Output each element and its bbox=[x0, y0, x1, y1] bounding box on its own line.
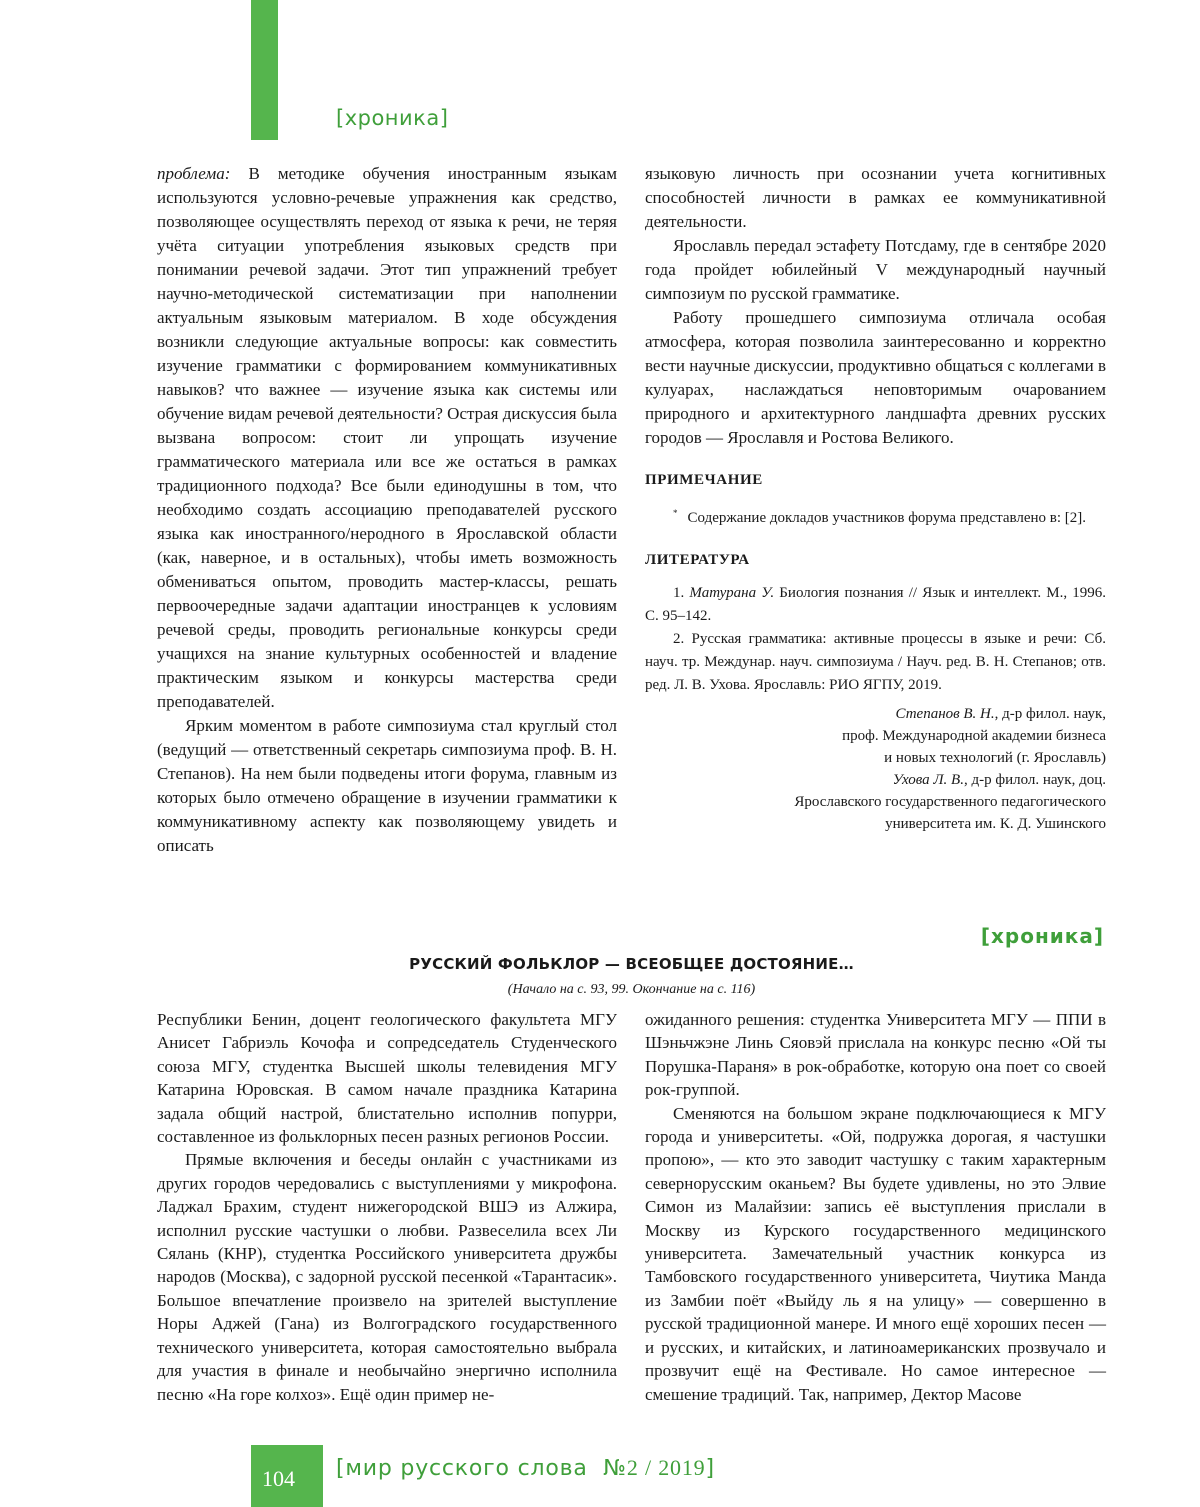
issue-prefix: № bbox=[603, 1456, 627, 1481]
note bbox=[645, 502, 1106, 530]
literature-item: 1. Матурана У. Биология познания // Язык и интеллект. М., 1996. С. 95–142. bbox=[645, 585, 1106, 624]
paragraph: Ярославль передал эстафету Потсдаму, где в сентябре 2020 года пройдет юбилейный V международный научный симпозиум по русской грамматике. bbox=[645, 236, 1106, 303]
section-label: [хроника] bbox=[336, 106, 449, 130]
footnote-mark: * bbox=[673, 508, 678, 518]
author-name: Степанов В. Н. bbox=[895, 706, 995, 722]
author-affiliation: и новых технологий (г. Ярославль) bbox=[884, 750, 1106, 766]
author-name: Ухова Л. В. bbox=[892, 772, 964, 788]
article-title: РУССКИЙ ФОЛЬКЛОР — ВСЕОБЩЕЕ ДОСТОЯНИЕ… bbox=[409, 955, 854, 973]
literature-item: 2. Русская грамматика: активные процессы в языке и речи: Сб. науч. тр. Междунар. науч. симпозиума / Науч. ред. В. Н. Степанов; отв. ред. Л. В. Ухова. Ярославль: РИО ЯГПУ, 2019. bbox=[645, 631, 1106, 693]
paragraph: ожиданного решения: студентка Университета МГУ — ППИ в Шэньчжэне Линь Сяовэй прислала на конкурс песню «Ой ты Порушка-Параня» в рок-обработке, которую она поет со своей рок-группой. bbox=[645, 1010, 1106, 1100]
section-label-2: [хроника] bbox=[980, 924, 1104, 948]
paragraph: Сменяются на большом экране подключающиеся к МГУ города и университеты. «Ой, подружка дорогая, я частушки пропою», — кто это заводит частушку с таким характерным севернорусским оканьем? Вы будете удивлены, но это Элвие Симон из Малайзии: запись её выступления прислали в Москву из Курского государственного медицинского университета. Замечательный участник конкурса из Тамбовского государственного университета, Чиутика Манда из Замбии поёт «Выйду ль я на улицу» — совершенно в русской традиционной манере. И много ещё хороших песен — и русских, и китайских, и латиноамериканских прозвучало и прозвучит ещё на Фестивале. Но самое интересное — смешение традиций. Так, например, Дектор Масове bbox=[645, 1103, 1106, 1404]
literature-heading: ЛИТЕРАТУРА bbox=[645, 552, 750, 568]
paragraph: Работу прошедшего симпозиума отличала особая атмосфера, которая позволила заинтересованно и корректно вести научные дискуссии, продуктивно общаться с коллегами в кулуарах, наслаждаться неповторимым очарованием природного и архитектурного ландшафта древних русских городов — Ярославля и Ростова Великого. bbox=[645, 308, 1106, 447]
note-text: Содержание докладов участников форума представлено в: [2]. bbox=[687, 510, 1087, 526]
article1-left-column bbox=[157, 162, 617, 858]
authors-block: Степанов В. Н., д-р филол. наук, проф. Международной академии бизнеса и новых технологий (г. Ярославль) Ухова Л. В., д-р филол. наук, доц. Ярославского государственного педагогического университета им. К. Д. Ушинского bbox=[645, 703, 1106, 835]
paragraph: языковую личность при осознании учета когнитивных способностей личности в рамках ее коммуникативной деятельности. bbox=[645, 164, 1106, 231]
article-subtitle: (Начало на с. 93, 99. Окончание на с. 116) bbox=[507, 982, 756, 997]
paragraph: Республики Бенин, доцент геологического факультета МГУ Анисет Габриэль Кочофа и сопредседатель Студенческого союза МГУ, студентка Высшей школы телевидения МГУ Катарина Юровская. В самом начале праздника Катарина задала общий настрой, блистательно исполнив попурри, составленное из фольклорных песен разных регионов России. bbox=[157, 1010, 617, 1147]
issue-number: 2 / 2019 bbox=[626, 1455, 706, 1480]
literature-list bbox=[645, 582, 1106, 697]
author-affiliation: проф. Международной академии бизнеса bbox=[842, 728, 1106, 744]
paragraph: Прямые включения и беседы онлайн с участниками из других городов чередовались с выступлениями у микрофона. Ладжал Брахим, студент нижегородской ВШЭ из Алжира, исполнил русские частушки о любви. Развеселила всех Ли Сялань (КНР), студентка Российского университета дружбы народов (Москва), с задорной русской песенкой «Тарантасик». Большое впечатление произвело на зрителей выступление Норы Аджей (Гана) из Волгоградского государственного технического университета, которая самостоятельно выбрала для участия в финале и необычайно энергично исполнила песню «На горе колхоз». Ещё один пример не- bbox=[157, 1150, 617, 1404]
author-affiliation: университета им. К. Д. Ушинского bbox=[885, 816, 1106, 832]
journal-footer: [мир русского слова №2 / 2019] bbox=[336, 1455, 715, 1481]
journal-name: [мир русского слова bbox=[336, 1456, 588, 1481]
note-heading: ПРИМЕЧАНИЕ bbox=[645, 472, 763, 488]
article1-right-column bbox=[645, 162, 1106, 835]
paragraph: проблема: В методике обучения иностранным языкам используются условно-речевые упражнения как средство, позволяющее осуществлять переход от языка к речи, не теряя учёта ситуации употребления языковых средств при понимании речевой задачи. Этот тип упражнений требует научно-методической систематизации при наполнении актуальным языковым материалом. В ходе обсуждения возникли следующие актуальные вопросы: как совместить изучение грамматики с формированием коммуникативных навыков? что важнее — изучение языка как системы или обучение видам речевой деятельности? Острая дискуссия была вызвана вопросом: стоит ли упрощать изучение грамматического материала или все же остаться в рамках традиционного подхода? Все были единодушны в том, что необходимо создать ассоциацию преподавателей русского языка как иностранного/неродного в Ярославской области (как, наверное, и в остальных), чтобы иметь возможность обмениваться опытом, проводить мастер-классы, решать первоочередные задачи адаптации иностранцев к условиям речевой среды, проводить региональные конкурсы среди учащихся на знание культурных особенностей и владение практическим языком и конкурсы мастерства среди преподавателей. bbox=[157, 164, 617, 711]
author-affiliation: Ярославского государственного педагогического bbox=[794, 794, 1106, 810]
article2-right-column bbox=[645, 1008, 1106, 1406]
paragraph: Ярким моментом в работе симпозиума стал круглый стол (ведущий — ответственный секретарь симпозиума проф. В. Н. Степанов). На нем были подведены итоги форума, главным из которых было отмечено обращение в изучении грамматики к коммуникативному аспекту как позволяющему увидеть и описать bbox=[157, 716, 617, 855]
article2-left-column bbox=[157, 1008, 617, 1406]
top-green-bar bbox=[251, 0, 278, 140]
italic-term: проблема: bbox=[157, 164, 231, 183]
page-number: 104 bbox=[262, 1466, 295, 1491]
